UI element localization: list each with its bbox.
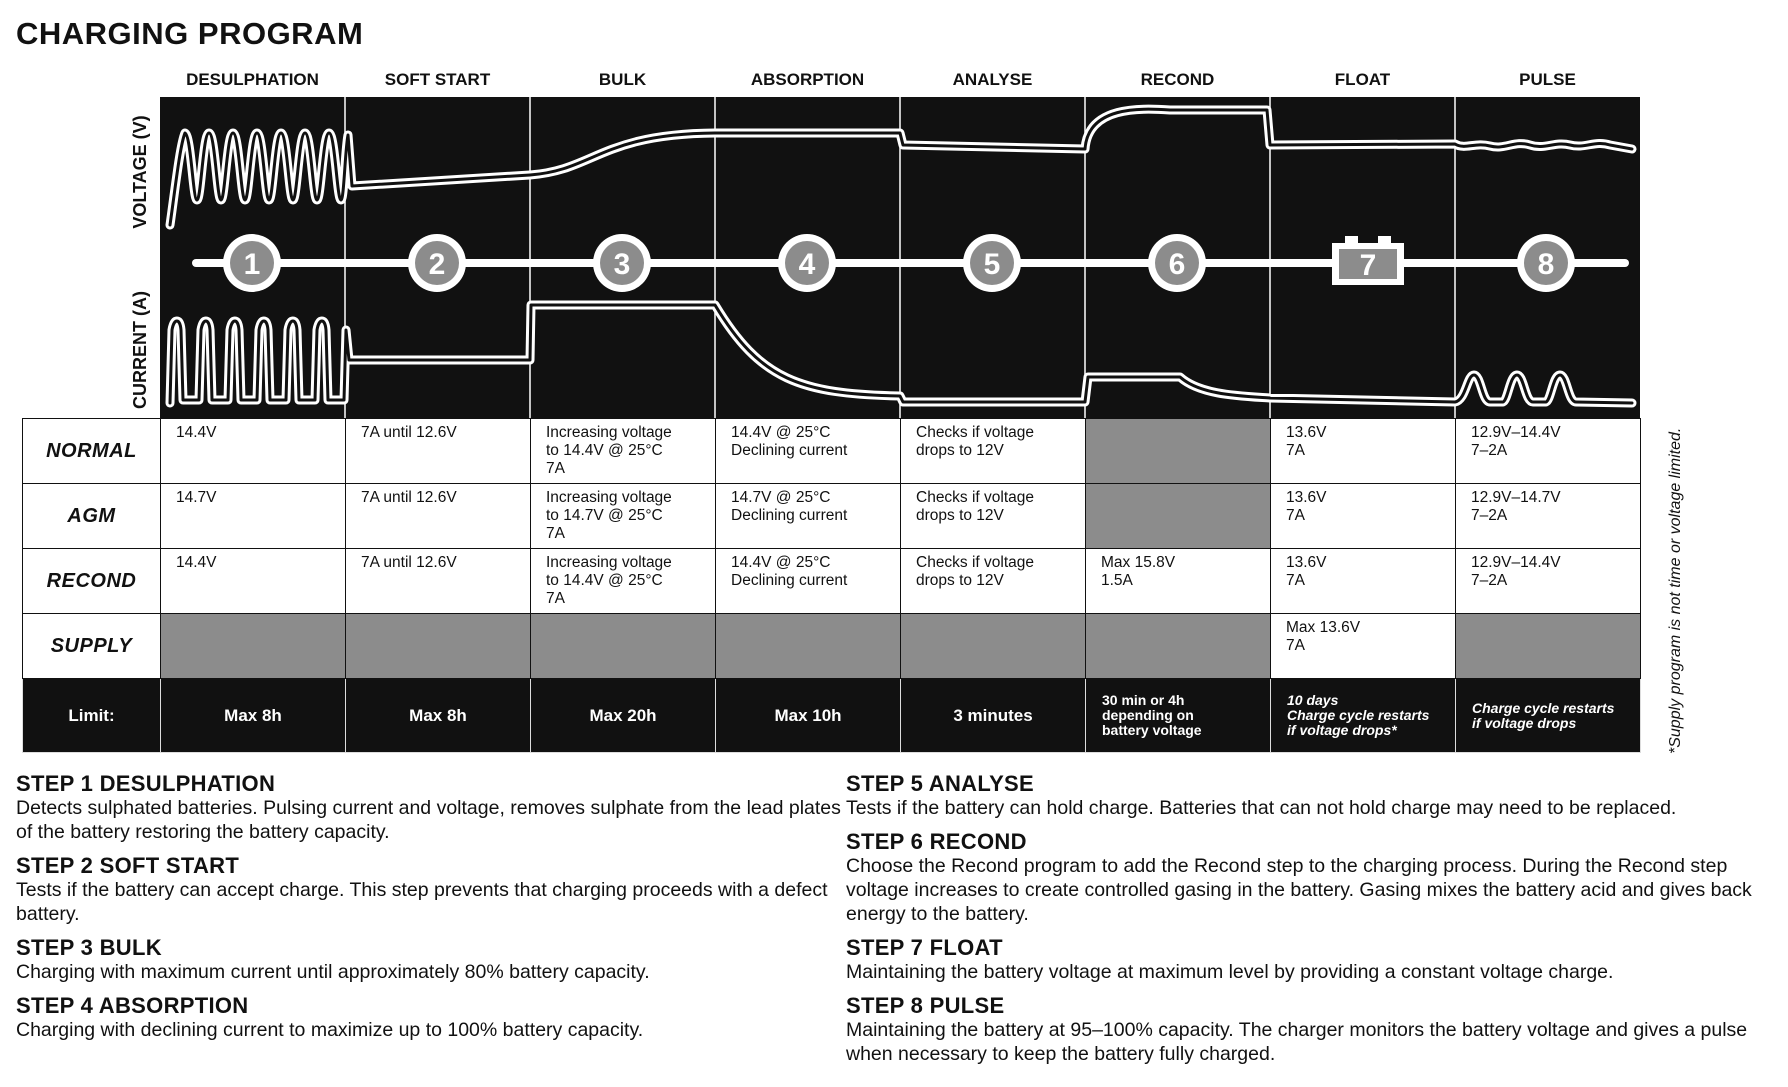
step-marker-label: 2 [428,248,446,281]
step-text: Detects sulphated batteries. Pulsing current and voltage, removes sulphate from the lead plates of the battery restoring the battery capacity. [16,797,841,843]
cell-line: 14.4V [176,554,217,571]
phase-heading-float: FLOAT [1334,70,1391,89]
cell-line: Increasing voltage [546,489,672,506]
step-description-7 [846,936,1776,984]
cell-line: 7A until 12.6V [361,554,457,571]
cell-line: Charge cycle restarts [1287,707,1430,723]
cell-line: 7A [546,460,565,477]
phase-heading-pulse: PULSE [1519,70,1576,89]
cell-line: Declining current [731,507,848,524]
step-text: Tests if the battery can hold charge. Batteries that can not hold charge may need to be replaced. [846,797,1677,819]
step-marker-label: 6 [1168,248,1186,281]
step-title: STEP 6 RECOND [846,829,1027,854]
step-text: Charging with maximum current until approximately 80% battery capacity. [16,961,650,983]
cell [346,549,531,614]
step-title: STEP 3 BULK [16,935,162,960]
cell [531,549,716,614]
step-title: STEP 8 PULSE [846,993,1005,1018]
cell-line: drops to 12V [916,442,1004,459]
mode-label: RECOND [23,549,161,614]
cell-line: Max 8h [224,705,282,725]
limit-cell [161,679,346,753]
step-description-2 [16,854,841,926]
step-marker-6 [1148,234,1206,292]
step-marker-8 [1517,234,1575,292]
cell [1456,614,1641,679]
step-description-8 [846,994,1776,1066]
step-text: Choose the Recond program to add the Recond step to the charging process. During the Recond step voltage increases to create controlled gasing in the battery. Gasing mixes the battery acid and gives back energy to the battery. [846,855,1752,925]
step-marker-2 [408,234,466,292]
cell-line: Max 13.6V [1286,619,1361,636]
step-title: STEP 2 SOFT START [16,853,240,878]
cell-line: 3 minutes [953,705,1033,725]
cell-line: battery voltage [1102,722,1202,738]
cell-line: 7A until 12.6V [361,424,457,441]
step-description-6 [846,830,1776,926]
cell [901,614,1086,679]
table-row [23,419,1641,484]
cell [1456,419,1641,484]
cell-line: Checks if voltage [916,489,1035,506]
cell-line: 7A [1286,507,1305,524]
cell-line: 14.4V [176,424,217,441]
cell [531,614,716,679]
cell [1271,614,1456,679]
cell [1456,484,1641,549]
step-title: STEP 7 FLOAT [846,935,1003,960]
cell-line: to 14.7V @ 25°C [546,507,663,524]
cell-line: 12.9V–14.4V [1471,424,1561,441]
step-marker-5 [963,234,1021,292]
phase-heading-recond: RECOND [1140,70,1215,89]
limit-row [23,679,1641,753]
step-description-3 [16,936,841,984]
cell [716,614,901,679]
cell-line: 7–2A [1471,507,1508,524]
cell [901,419,1086,484]
phase-heading-analyse: ANALYSE [952,70,1033,89]
limit-label: Limit: [23,679,161,753]
cell-line: if voltage drops [1472,714,1577,731]
cell [1271,484,1456,549]
cell-line: drops to 12V [916,507,1004,524]
cell [1086,549,1271,614]
cell-line: drops to 12V [916,572,1004,589]
phase-heading-bulk: BULK [598,70,647,89]
cell [161,484,346,549]
cell-line: 7A [1286,442,1305,459]
cell-line: Checks if voltage [916,554,1035,571]
step-text: Maintaining the battery voltage at maximum level by providing a constant voltage charge. [846,961,1614,983]
cell-line: if voltage drops* [1287,722,1397,738]
cell-line: to 14.4V @ 25°C [546,572,663,589]
cell [346,419,531,484]
step-marker-label: 7 [1359,249,1377,282]
cell-line: 14.4V @ 25°C [731,424,831,441]
step-marker-4 [778,234,836,292]
current-axis-label: CURRENT (A) [130,291,150,409]
cell [901,484,1086,549]
steps-right [846,772,1776,1076]
step-marker-label: 1 [243,248,261,281]
cell [1456,549,1641,614]
limit-cell [716,679,901,753]
cell-line: 13.6V [1286,489,1327,506]
step-description-5 [846,772,1776,820]
cell-line: Max 8h [409,705,467,725]
step-marker-label: 4 [798,248,816,281]
limit-cell [901,679,1086,753]
cell [346,484,531,549]
cell-line: 30 min or 4h [1102,692,1185,708]
step-marker-3 [593,234,651,292]
table-row [23,614,1641,679]
cell [716,484,901,549]
cell-line: 7A [546,590,565,607]
phase-heading-soft-start: SOFT START [384,70,491,89]
step-text: Tests if the battery can accept charge. This step prevents that charging proceeds with a defect battery. [16,879,828,925]
cell-line: 10 days [1287,692,1339,708]
limit-cell [1086,679,1271,753]
steps-left [16,772,841,1052]
step-title: STEP 4 ABSORPTION [16,993,249,1018]
page-title: CHARGING PROGRAM [16,16,364,51]
cell-line: 13.6V [1286,554,1327,571]
limit-cell [1456,679,1641,753]
table-body [23,419,1641,753]
mode-label: NORMAL [23,419,161,484]
cell [1086,419,1271,484]
cell-line: Increasing voltage [546,554,672,571]
cell-line: 14.7V @ 25°C [731,489,831,506]
cell-line: 7A [546,525,565,542]
step-title: STEP 1 DESULPHATION [16,771,276,796]
cell-line: 13.6V [1286,424,1327,441]
step-description-1 [16,772,841,844]
cell [1086,484,1271,549]
limit-cell [1271,679,1456,753]
cell-line: depending on [1102,707,1194,723]
side-note-text: *Supply program is not time or voltage limited. [1667,427,1684,754]
step-marker-1 [223,234,281,292]
cell [161,549,346,614]
cell-line: 7A [1286,637,1305,654]
step-text: Maintaining the battery at 95–100% capacity. The charger monitors the battery voltage and gives a pulse when necessary to keep the battery fully charged. [846,1019,1748,1065]
cell [1271,549,1456,614]
cell [716,419,901,484]
cell [901,549,1086,614]
cell [1086,614,1271,679]
cell-line: Checks if voltage [916,424,1035,441]
cell-line: 7A until 12.6V [361,489,457,506]
step-marker-label: 5 [983,248,1001,281]
cell [1271,419,1456,484]
cell-line: 7–2A [1471,572,1508,589]
cell-line: 14.7V [176,489,217,506]
cell-line: 12.9V–14.4V [1471,554,1561,571]
cell-line: 12.9V–14.7V [1471,489,1561,506]
cell-line: Increasing voltage [546,424,672,441]
cell [531,484,716,549]
cell [531,419,716,484]
step-title: STEP 5 ANALYSE [846,771,1035,796]
limit-cell [531,679,716,753]
cell-line: Max 20h [589,705,657,725]
mode-label: SUPPLY [23,614,161,679]
cell [161,419,346,484]
cell-line: 7–2A [1471,442,1508,459]
cell-line: 1.5A [1101,572,1133,589]
cell-line: Declining current [731,442,848,459]
cell [161,614,346,679]
cell-line: Declining current [731,572,848,589]
limit-cell [346,679,531,753]
step-description-4 [16,994,841,1042]
cell-line: Max 15.8V [1101,554,1176,571]
cell [346,614,531,679]
table-row [23,549,1641,614]
step-marker-label: 8 [1537,248,1555,281]
voltage-axis-label: VOLTAGE (V) [130,115,150,229]
step-text: Charging with declining current to maximize up to 100% battery capacity. [16,1019,644,1041]
step-marker-7-battery-icon [1332,236,1404,285]
mode-label: AGM [23,484,161,549]
cell [716,549,901,614]
phase-heading-desulphation: DESULPHATION [186,70,319,89]
cell-line: to 14.4V @ 25°C [546,442,663,459]
cell-line: 7A [1286,572,1305,589]
cell-line: 14.4V @ 25°C [731,554,831,571]
phase-heading-absorption: ABSORPTION [750,70,865,89]
step-marker-label: 3 [613,248,631,281]
cell-line: Charge cycle restarts [1472,699,1615,716]
table-row [23,484,1641,549]
program-table [22,418,1641,753]
cell-line: Max 10h [774,705,842,725]
